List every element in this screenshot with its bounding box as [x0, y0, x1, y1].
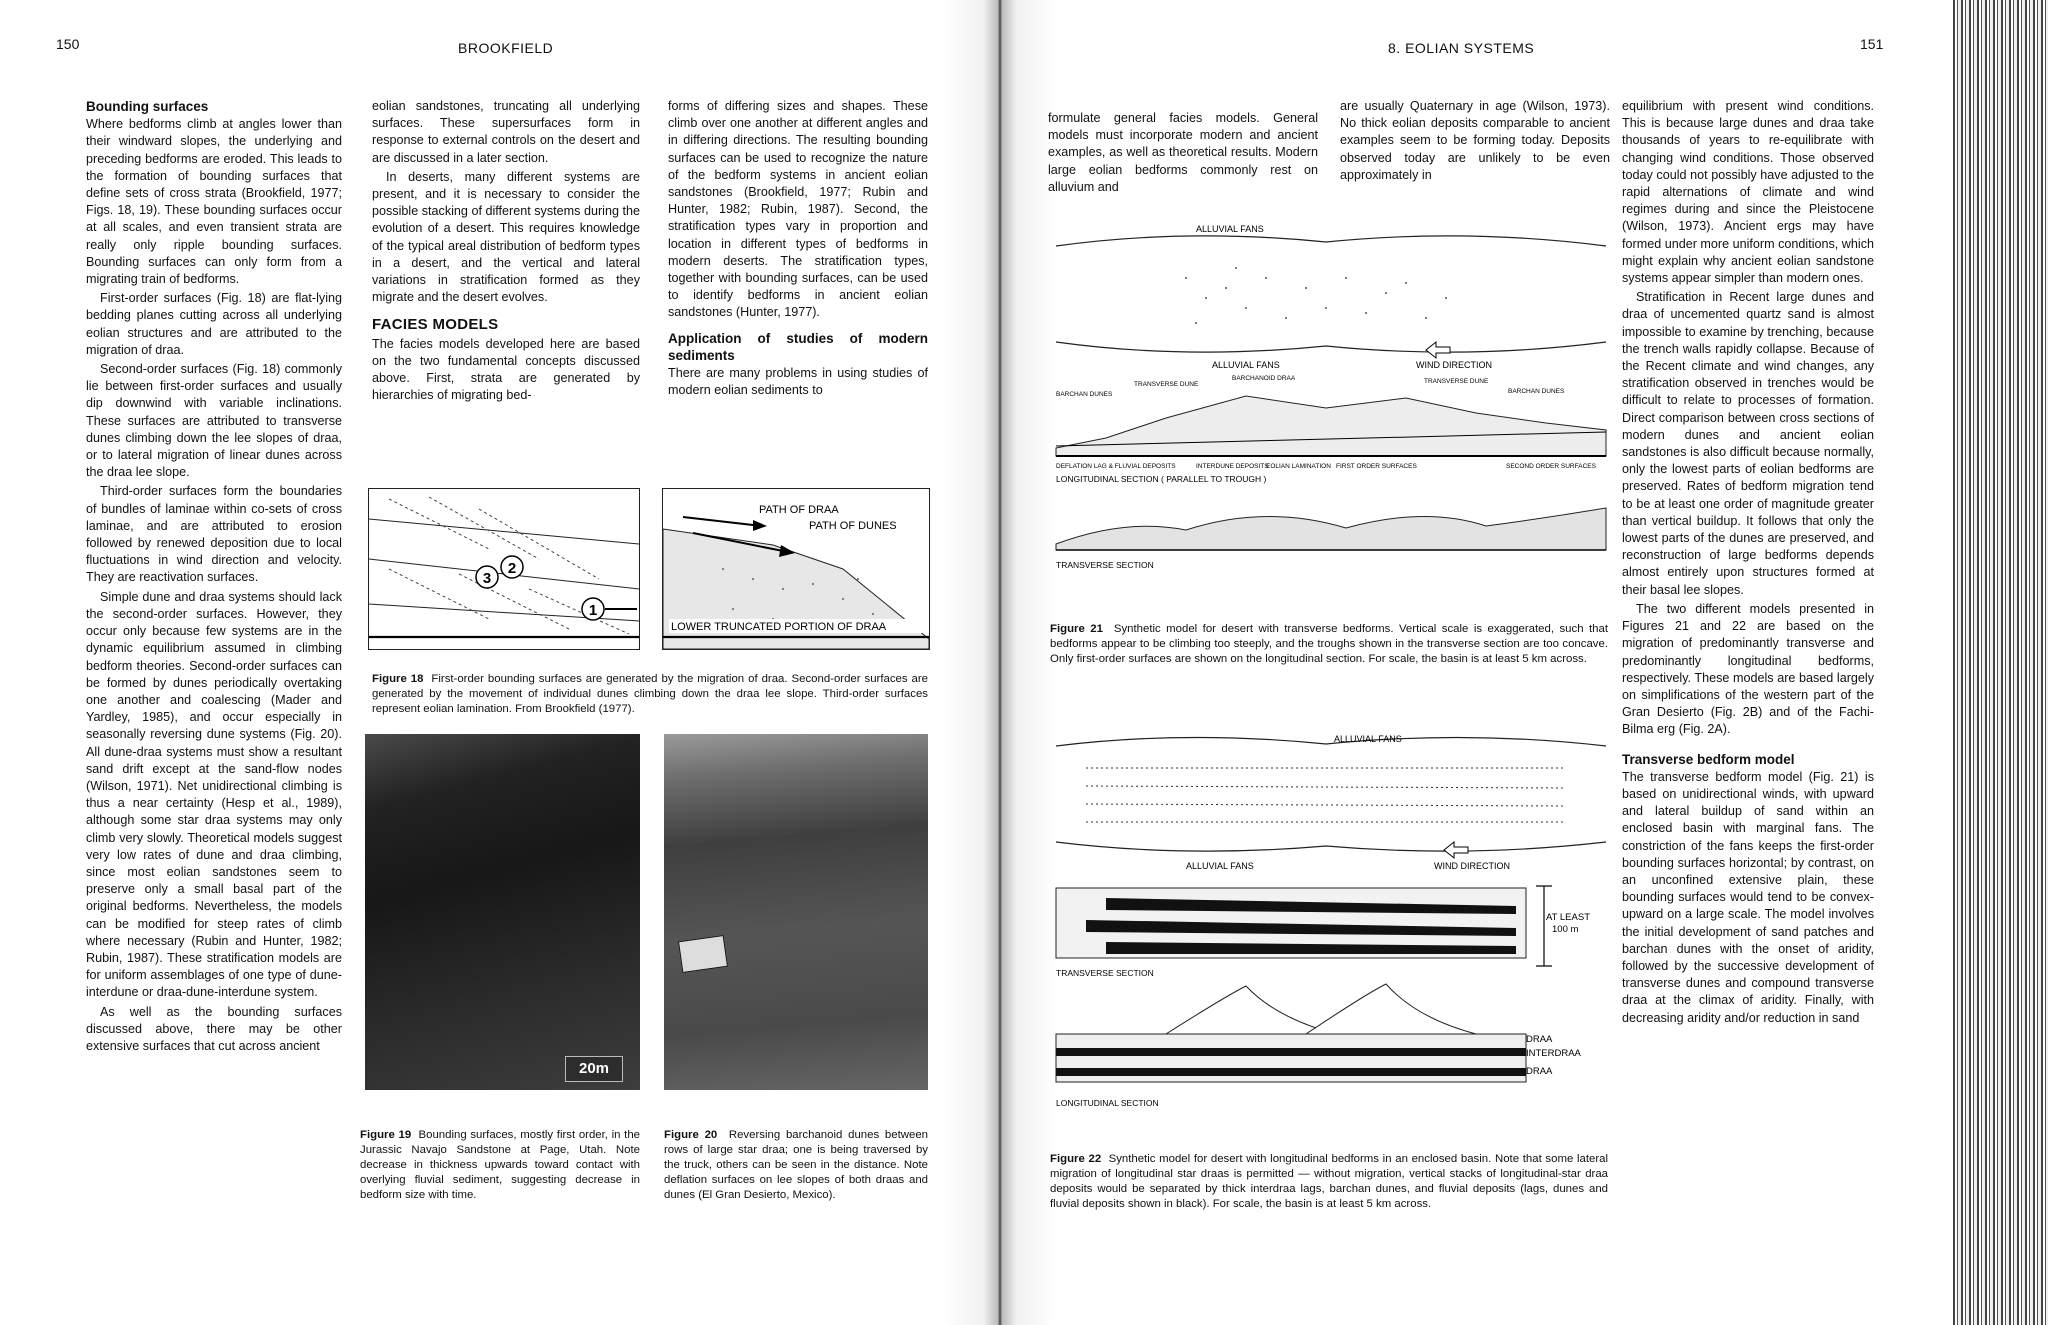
label-draa-1: DRAA: [1526, 1034, 1553, 1045]
label-wind-direction: WIND DIRECTION: [1416, 360, 1492, 370]
paragraph: Second-order surfaces (Fig. 18) commonly lie between first-order surfaces and usually dip downwind with variable inclinations. These surfaces are attributed to transverse dunes climbing down the lee slopes of draa, or to lateral migration of linear dunes across the draa lee slope.: [86, 362, 342, 480]
right-col-3: [1622, 98, 1874, 1029]
figure-22-label: Figure 22: [1050, 1153, 1102, 1165]
figure-19-caption-text: Bounding surfaces, mostly first order, in the Jurassic Navajo Sandstone at Page, Utah. Note decrease in thickness upwards toward contact with overlying fluvial sediment, suggesting decrease in bedform size with time.: [360, 1129, 640, 1201]
label-interdraa: INTERDRAA: [1526, 1048, 1581, 1059]
heading-transverse-bedform-model: Transverse bedform model: [1622, 751, 1795, 767]
running-head-left: BROOKFIELD: [458, 40, 554, 56]
paragraph: In deserts, many different systems are present, and it is necessary to consider the possible stacking of different systems during the evolution of a desert. This requires knowledge of the typical areal distribution of bedform types in a desert, and the vertical and lateral variations in stratification formed as they migrate and the desert evolves.: [372, 169, 640, 305]
label-first-order-surfaces: FIRST ORDER SURFACES: [1336, 463, 1417, 470]
paragraph: are usually Quaternary in age (Wilson, 1973). No thick eolian deposits comparable to ancient examples seem to be forming today. Deposits observed today are unlikely to be even approximately in: [1340, 99, 1610, 182]
label-draa-2: DRAA: [1526, 1066, 1553, 1077]
page-number-left: 150: [56, 36, 80, 52]
truck-shape: [678, 935, 728, 973]
paragraph: The facies models developed here are based on the two fundamental concepts discussed above. First, strata are generated by hierarchies of migrating bed-: [372, 336, 640, 403]
marker-3: 3: [482, 570, 492, 587]
figure-20-photo: [664, 734, 928, 1090]
figure-18-caption-text: First-order bounding surfaces are generated by the migration of draa. Second-order surfaces are generated by the movement of individual dunes climbing down the draa lee slope. Third-order surfaces represent eolian lamination. From Brookfield (1977).: [372, 673, 928, 715]
label-transverse-dune-2: TRANSVERSE DUNE: [1424, 378, 1489, 385]
figure-21-caption: [1050, 622, 1608, 667]
paragraph: The transverse bedform model (Fig. 21) is based on unidirectional winds, with upward and lateral buildup of sand within an enclosed basin with marginal fans. The constriction of the fans keeps the first-order bounding surfaces horizontal; by contrast, on an unconfined extensive plain, these bounding surfaces would tend to be convex-upward on a large scale. The model involves the initial development of sand patches and barchan dunes with the onset of aridity, followed by the successive development of transverse dunes and compound transverse draa at the climax of aridity. Finally, with decreasing aridity and/or reduction in sand: [1622, 769, 1874, 1025]
left-page: [0, 0, 990, 1325]
figure-20-caption: [664, 1128, 928, 1203]
label-transverse-section: TRANSVERSE SECTION: [1056, 560, 1154, 570]
figure-20-label: Figure 20: [664, 1129, 718, 1141]
paragraph: equilibrium with present wind conditions. This is because large dunes and draa take thousands of years to re-equilibrate with changing wind conditions. Those observed today could not possibly have adjusted to the rapid alternations of climate and wind regimes during and since the Pleistocene (Wilson, 1973). Ancient ergs may have formed under more uniform conditions, which might explain why ancient eolian sandstone systems appear simpler than modern ones.: [1622, 99, 1874, 286]
marker-2: 2: [507, 560, 517, 577]
label-transverse-dune-1: TRANSVERSE DUNE: [1134, 381, 1199, 388]
figure-18-label: Figure 18: [372, 673, 424, 685]
label-eolian-lamination: EOLIAN LAMINATION: [1266, 463, 1331, 470]
figure-21-caption-text: Synthetic model for desert with transverse bedforms. Vertical scale is exaggerated, such that bedforms appear to be climbing too steeply, and the troughs shown in the transverse section are too concave. Only first-order surfaces are shown on the longitudinal section. For scale, the basin is at least 5 km across.: [1050, 623, 1608, 665]
label-transverse-section: TRANSVERSE SECTION: [1056, 968, 1154, 978]
figure-21-label: Figure 21: [1050, 623, 1103, 635]
figure-22-caption: [1050, 1152, 1608, 1212]
heading-bounding-surfaces: Bounding surfaces: [86, 99, 209, 114]
paragraph: There are many problems in using studies of modern eolian sediments to: [668, 366, 928, 398]
paragraph: formulate general facies models. General models must incorporate modern and ancient examples, as well as theoretical results. Modern large eolian bedforms commonly rest on alluvium and: [1048, 111, 1318, 194]
page-number-right: 151: [1860, 36, 1884, 52]
figure-18-right-diagram: [663, 489, 929, 649]
left-col-3: [668, 98, 928, 401]
figure-22-caption-text: Synthetic model for desert with longitudinal bedforms in an enclosed basin. Note that some lateral migration of longitudinal star draas is permitted — without migration, vertical stacks of longitudinal-star draa deposits would be separated by thick interdraa lags, barchan dunes, and fluvial deposits (lags, dunes and fluvial deposits shown in black). For scale, the basin is at least 5 km across.: [1050, 1153, 1609, 1210]
heading-application-studies: Application of studies of modern sediments: [668, 330, 928, 363]
label-alluvial-fans-top: ALLUVIAL FANS: [1334, 734, 1402, 744]
label-barchan-dunes-right: BARCHAN DUNES: [1508, 388, 1565, 395]
label-alluvial-fans-bottom: ALLUVIAL FANS: [1212, 360, 1280, 370]
figure-19-photo: [365, 734, 640, 1090]
figure-21-diagram: [1046, 218, 1614, 610]
figure-18-caption: [372, 672, 928, 717]
label-at-least: AT LEAST: [1546, 912, 1590, 923]
label-alluvial-fans-bottom: ALLUVIAL FANS: [1186, 861, 1254, 871]
left-col-2: [372, 98, 640, 406]
marker-1: 1: [588, 602, 598, 619]
paragraph: Simple dune and draa systems should lack the second-order surfaces. However, they occur only because few systems are in the dynamic equilibrium assumed in climbing bedform theories. Second-order surfaces can be formed by dunes periodically overtaking one another and coalescing (Mader and Yardley, 1985), and occur especially in seasonally reversing dune systems (Fig. 20). All dune-draa systems must show a resultant sand drift except at the sand-flow nodes (Wilson, 1971). Net unidirectional climbing is thus a near certainty (Hesp et al., 1989), although some star draa systems may only climb very slowly. Theoretical models suggest very low rates of dune and draa climbing, since most eolian sandstones seem to preserve only a small basal part of the original bedforms. Nevertheless, the models can be modified for steep rates of climb where necessary (Rubin and Hunter, 1982; Rubin, 1987). These stratification models are for uniform assemblages of one type of dune-interdune or draa-dune-interdune system.: [86, 589, 342, 1000]
label-100-m: 100 m: [1552, 924, 1579, 935]
page-edge-stack: [1953, 0, 2048, 1325]
right-page: [1010, 0, 2048, 1325]
figure-22: [1046, 718, 1614, 1136]
label-path-of-dunes: PATH OF DUNES: [809, 520, 897, 532]
figure-18-left-panel: [368, 488, 640, 650]
right-col-2-top: [1340, 98, 1610, 186]
label-interdune-deposits: INTERDUNE DEPOSITS: [1196, 463, 1269, 470]
heading-facies-models: FACIES MODELS: [372, 316, 499, 334]
label-barchan-dunes-left: BARCHAN DUNES: [1056, 391, 1113, 398]
label-longitudinal-section: LONGITUDINAL SECTION: [1056, 1098, 1159, 1108]
figure-19-label: Figure 19: [360, 1129, 412, 1141]
label-wind-direction: WIND DIRECTION: [1434, 861, 1510, 871]
figure-19-caption: [360, 1128, 640, 1203]
paragraph: The two different models presented in Figures 21 and 22 are based on the migration of predominantly transverse and predominantly longitudinal bedforms, respectively. These models are based largely on simplifications of the western part of the Gran Desierto (Fig. 2B) and of the Fachi-Bilma erg (Fig. 2A).: [1622, 601, 1874, 737]
paragraph: As well as the bounding surfaces discussed above, there may be other extensive surfaces that cut across ancient: [86, 1004, 342, 1053]
paragraph: forms of differing sizes and shapes. These climb over one another at different angles and in differing directions. The resulting bounding surfaces can be used to recognize the nature of the bedform systems in ancient eolian sandstones (Brookfield, 1977; Rubin and Hunter, 1982; Rubin, 1987). Second, the stratification types vary in proportion and location in different types of bedforms in modern deserts. The stratification types, together with bounding surfaces, can be used to identify bedforms in ancient eolian sandstones (Hunter, 1977).: [668, 99, 928, 320]
figure-20-caption-text: Reversing barchanoid dunes between rows of large star draa; one is being traversed by the truck, others can be seen in the distance. Note deflation surfaces on lee slopes of both draas and dunes (El Gran Desierto, Mexico).: [664, 1129, 928, 1201]
label-alluvial-fans-top: ALLUVIAL FANS: [1196, 224, 1264, 234]
label-second-order-surfaces: SECOND ORDER SURFACES: [1506, 463, 1596, 470]
paragraph: Where bedforms climb at angles lower than their windward slopes, the underlying and preceding bedforms are eroded. This leads to the formation of bounding surfaces that define sets of cross strata (Brookfield, 1977; Figs. 18, 19). These bounding surfaces occur at all scales, and even transient strata are really only ripple bounding surfaces. Bounding surfaces can only form from a migrating train of bedforms.: [86, 117, 342, 287]
paragraph: Third-order surfaces form the boundaries of bundles of laminae within co-sets of cross laminae, and are attributed to erosion followed by renewed deposition due to local fluctuations in wind direction and velocity. They are reactivation surfaces.: [86, 484, 342, 585]
label-path-of-draa: PATH OF DRAA: [759, 504, 839, 516]
running-head-right: 8. EOLIAN SYSTEMS: [1388, 40, 1535, 56]
scale-bar: [565, 1056, 623, 1082]
label-lower-truncated-portion: LOWER TRUNCATED PORTION OF DRAA: [671, 621, 887, 633]
paragraph: Stratification in Recent large dunes and draa of uncemented quartz sand is almost impossible to examine by trenching, because the trench walls rapidly collapse. Because of the Recent climate and wind changes, any stratification observed in trenches would be difficult to relate to processes of formation. Direct comparison between cross sections of modern dunes and ancient eolian sandstones is also difficult because normally, only the lowest parts of eolian bedforms are preserved. Rates of bedform migration tend to be at least one order of magnitude greater than vertical buildup. It follows that only the lowest parts of the dunes are preserved, and reconstruction of large bedforms depends almost entirely upon structures formed at their basal lee slopes.: [1622, 290, 1874, 597]
paragraph: eolian sandstones, truncating all underlying surfaces. These supersurfaces form in response to external controls on the desert and are discussed in a later section.: [372, 99, 640, 165]
paragraph: First-order surfaces (Fig. 18) are flat-lying bedding planes cutting across all underlying eolian structures and are attributed to the migration of draa.: [86, 291, 342, 357]
left-col-1: [86, 98, 342, 1057]
figure-18-left-diagram: [369, 489, 639, 649]
label-deflation-lag: DEFLATION LAG & FLUVIAL DEPOSITS: [1056, 463, 1176, 470]
figure-18-right-panel: [662, 488, 930, 650]
label-longitudinal-section: LONGITUDINAL SECTION ( PARALLEL TO TROUGH ): [1056, 474, 1267, 484]
figure-21: [1046, 218, 1614, 610]
label-barchanoid-draa: BARCHANOID DRAA: [1232, 375, 1296, 382]
scale-label: 20m: [578, 1060, 610, 1077]
figure-22-diagram: [1046, 718, 1614, 1136]
right-col-1-top: [1048, 110, 1318, 198]
